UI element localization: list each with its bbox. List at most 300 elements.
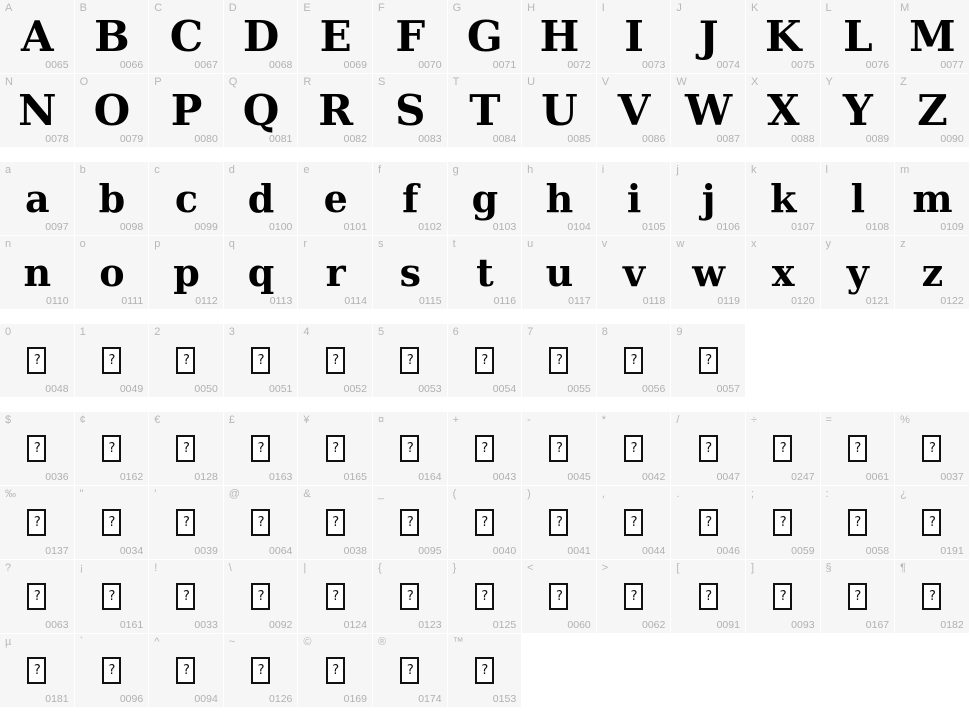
charmap-cell[interactable] xyxy=(373,486,448,560)
charmap-cell[interactable] xyxy=(597,324,672,398)
glyph-preview: U xyxy=(541,85,577,135)
charmap-cell[interactable] xyxy=(522,324,597,398)
charmap-cell[interactable] xyxy=(895,74,970,148)
charmap-cell[interactable] xyxy=(746,486,821,560)
glyph-preview: I xyxy=(624,11,643,61)
char-label: ™ xyxy=(452,636,464,648)
charmap-cell[interactable] xyxy=(75,560,150,634)
char-code: 0121 xyxy=(865,295,890,307)
charmap-cell[interactable] xyxy=(448,486,523,560)
char-label: k xyxy=(750,164,757,176)
char-code: 0093 xyxy=(791,619,815,631)
notdef-glyph xyxy=(75,420,149,476)
charmap-block-uppercase-row-1 xyxy=(0,0,970,74)
missing-glyph-icon: ? xyxy=(773,435,792,462)
charmap-cell[interactable] xyxy=(522,560,597,634)
notdef-glyph xyxy=(448,568,522,624)
charmap-cell[interactable] xyxy=(448,162,523,236)
notdef-glyph xyxy=(373,420,447,476)
char-code: 0104 xyxy=(567,221,591,233)
charmap-cell[interactable] xyxy=(75,412,150,486)
notdef-glyph xyxy=(746,420,820,476)
charmap-cell[interactable] xyxy=(671,236,746,310)
char-code: 0067 xyxy=(194,59,218,71)
charmap-cell[interactable] xyxy=(298,236,373,310)
charmap-cell[interactable] xyxy=(298,324,373,398)
glyph-preview: s xyxy=(399,249,420,295)
char-code: 0083 xyxy=(418,133,442,145)
char-label: } xyxy=(452,562,457,574)
charmap-cell[interactable] xyxy=(75,324,150,398)
char-label: ¢ xyxy=(79,414,86,426)
charmap-cell[interactable] xyxy=(373,74,448,148)
missing-glyph-icon: ? xyxy=(27,435,46,462)
missing-glyph-icon: ? xyxy=(400,657,419,684)
charmap-cell[interactable] xyxy=(0,236,75,310)
charmap-cell-empty xyxy=(671,634,746,708)
notdef-glyph xyxy=(149,642,223,698)
charmap-cell[interactable] xyxy=(746,162,821,236)
charmap-cell[interactable] xyxy=(149,486,224,560)
block-separator xyxy=(0,148,970,162)
charmap-cell[interactable] xyxy=(224,412,299,486)
charmap-cell[interactable] xyxy=(522,486,597,560)
charmap-cell[interactable] xyxy=(224,324,299,398)
char-code: 0064 xyxy=(269,545,293,557)
char-code: 0063 xyxy=(45,619,69,631)
char-label: d xyxy=(228,164,235,176)
char-code: 0061 xyxy=(865,471,890,483)
notdef-glyph xyxy=(448,332,522,388)
charmap-cell[interactable] xyxy=(746,0,821,74)
char-code: 0095 xyxy=(418,545,442,557)
char-code: 0076 xyxy=(865,59,890,71)
char-code: 0065 xyxy=(45,59,69,71)
notdef-glyph xyxy=(821,568,895,624)
notdef-glyph xyxy=(597,494,671,550)
glyph-preview: e xyxy=(323,175,347,221)
charmap-cell[interactable] xyxy=(448,634,523,708)
char-label: D xyxy=(228,2,237,14)
glyph-preview: Y xyxy=(842,85,872,135)
charmap-cell[interactable] xyxy=(448,560,523,634)
notdef-glyph xyxy=(224,642,298,698)
charmap-cell[interactable] xyxy=(75,236,150,310)
char-label: o xyxy=(79,238,86,250)
glyph-preview: S xyxy=(395,85,425,135)
missing-glyph-icon: ? xyxy=(549,509,568,536)
charmap-cell[interactable] xyxy=(895,0,970,74)
char-code: 0087 xyxy=(716,133,740,145)
char-label: b xyxy=(79,164,86,176)
notdef-glyph xyxy=(224,332,298,388)
glyph-preview: c xyxy=(174,175,198,221)
charmap-cell[interactable] xyxy=(821,236,896,310)
char-code: 0096 xyxy=(119,693,144,705)
char-label: C xyxy=(154,2,163,14)
char-label: 8 xyxy=(601,326,608,338)
charmap-cell[interactable] xyxy=(149,236,224,310)
char-label: p xyxy=(154,238,161,250)
charmap-cell[interactable] xyxy=(0,324,75,398)
char-code: 0074 xyxy=(716,59,740,71)
missing-glyph-icon: ? xyxy=(102,435,121,462)
notdef-glyph xyxy=(149,332,223,388)
char-code: 0174 xyxy=(418,693,442,705)
notdef-glyph xyxy=(671,420,745,476)
charmap-cell[interactable] xyxy=(671,324,746,398)
char-label: \ xyxy=(228,562,232,574)
char-code: 0088 xyxy=(791,133,815,145)
charmap-cell[interactable] xyxy=(597,560,672,634)
charmap-cell[interactable] xyxy=(149,412,224,486)
notdef-glyph xyxy=(895,568,969,624)
glyph-preview: v xyxy=(623,249,645,295)
charmap-cell[interactable] xyxy=(373,324,448,398)
char-label: ! xyxy=(154,562,158,574)
char-code: 0034 xyxy=(119,545,144,557)
missing-glyph-icon: ? xyxy=(848,509,867,536)
charmap-cell[interactable] xyxy=(671,74,746,148)
char-code: 0036 xyxy=(45,471,69,483)
char-code: 0051 xyxy=(269,383,293,395)
char-code: 0084 xyxy=(492,133,517,145)
charmap-cell[interactable] xyxy=(448,412,523,486)
char-code: 0085 xyxy=(567,133,591,145)
char-code: 0062 xyxy=(641,619,666,631)
char-label: / xyxy=(676,414,680,426)
glyph-preview: p xyxy=(173,249,199,295)
charmap-cell[interactable] xyxy=(149,162,224,236)
char-label: M xyxy=(900,2,910,14)
charmap-cell[interactable] xyxy=(75,74,150,148)
char-label: 0 xyxy=(5,326,12,338)
char-label: S xyxy=(377,76,386,88)
char-label: V xyxy=(601,76,610,88)
missing-glyph-icon: ? xyxy=(400,583,419,610)
charmap-cell[interactable] xyxy=(597,486,672,560)
char-code: 0169 xyxy=(343,693,367,705)
glyph-preview: y xyxy=(846,249,868,295)
charmap-cell-empty xyxy=(821,634,896,708)
char-label: X xyxy=(750,76,759,88)
char-label: J xyxy=(676,2,682,14)
charmap-cell[interactable] xyxy=(0,486,75,560)
charmap-cell[interactable] xyxy=(522,162,597,236)
glyph-preview: l xyxy=(850,175,865,221)
missing-glyph-icon: ? xyxy=(251,347,270,374)
missing-glyph-icon: ? xyxy=(326,509,345,536)
missing-glyph-icon: ? xyxy=(475,435,494,462)
charmap-cell[interactable] xyxy=(821,486,896,560)
charmap-block-symbols-row-2 xyxy=(0,486,970,560)
notdef-glyph xyxy=(75,332,149,388)
missing-glyph-icon: ? xyxy=(102,657,121,684)
char-label: n xyxy=(5,238,12,250)
charmap-block-symbols-row-1 xyxy=(0,412,970,486)
glyph-preview: B xyxy=(94,11,129,61)
glyph-preview: r xyxy=(325,249,345,295)
char-label: Y xyxy=(825,76,833,88)
missing-glyph-icon: ? xyxy=(326,347,345,374)
char-code: 0097 xyxy=(45,221,69,233)
charmap-cell[interactable] xyxy=(0,560,75,634)
char-label: K xyxy=(750,2,759,14)
char-code: 0038 xyxy=(343,545,367,557)
char-label: q xyxy=(228,238,235,250)
charmap-cell[interactable] xyxy=(895,486,970,560)
notdef-glyph xyxy=(373,642,447,698)
charmap-cell[interactable] xyxy=(0,0,75,74)
char-label: i xyxy=(601,164,605,176)
charmap-cell[interactable] xyxy=(224,560,299,634)
charmap-cell[interactable] xyxy=(597,236,672,310)
char-label: 1 xyxy=(79,326,86,338)
glyph-preview: E xyxy=(319,11,351,61)
char-code: 0105 xyxy=(641,221,666,233)
charmap-cell[interactable] xyxy=(597,74,672,148)
char-label: < xyxy=(527,562,534,574)
char-code: 0091 xyxy=(716,619,740,631)
charmap-cell-empty xyxy=(895,324,970,398)
missing-glyph-icon: ? xyxy=(922,583,941,610)
charmap-cell[interactable] xyxy=(149,324,224,398)
glyph-preview: M xyxy=(909,11,955,61)
block-separator xyxy=(0,398,970,412)
char-code: 0086 xyxy=(641,133,666,145)
charmap-cell[interactable] xyxy=(373,0,448,74)
charmap-cell[interactable] xyxy=(298,486,373,560)
charmap-cell[interactable] xyxy=(298,74,373,148)
charmap-cell-empty xyxy=(597,634,672,708)
char-code: 0116 xyxy=(493,295,517,307)
missing-glyph-icon: ? xyxy=(251,435,270,462)
char-code: 0125 xyxy=(492,619,517,631)
char-code: 0103 xyxy=(492,221,517,233)
missing-glyph-icon: ? xyxy=(549,435,568,462)
charmap-cell[interactable] xyxy=(522,412,597,486)
char-label: 7 xyxy=(527,326,534,338)
char-code: 0247 xyxy=(791,471,815,483)
notdef-glyph xyxy=(75,568,149,624)
char-label: ? xyxy=(5,562,12,574)
charmap-block-uppercase-row-2 xyxy=(0,74,970,148)
charmap-block-lowercase-row-1 xyxy=(0,162,970,236)
notdef-glyph xyxy=(448,642,522,698)
missing-glyph-icon: ? xyxy=(475,509,494,536)
charmap-cell[interactable] xyxy=(597,412,672,486)
charmap-cell[interactable] xyxy=(149,634,224,708)
char-code: 0075 xyxy=(791,59,815,71)
charmap-cell[interactable] xyxy=(0,74,75,148)
charmap-cell[interactable] xyxy=(373,412,448,486)
charmap-cell[interactable] xyxy=(522,0,597,74)
charmap-cell[interactable] xyxy=(448,236,523,310)
charmap-cell[interactable] xyxy=(149,560,224,634)
charmap-cell[interactable] xyxy=(75,162,150,236)
charmap-cell[interactable] xyxy=(224,74,299,148)
char-code: 0047 xyxy=(716,471,740,483)
charmap-cell[interactable] xyxy=(224,486,299,560)
charmap-cell[interactable] xyxy=(0,412,75,486)
char-code: 0163 xyxy=(269,471,293,483)
charmap-cell[interactable] xyxy=(671,560,746,634)
charmap-cell[interactable] xyxy=(298,412,373,486)
charmap-cell[interactable] xyxy=(224,236,299,310)
missing-glyph-icon: ? xyxy=(251,657,270,684)
charmap-cell[interactable] xyxy=(821,560,896,634)
charmap-cell[interactable] xyxy=(522,74,597,148)
charmap-cell[interactable] xyxy=(671,486,746,560)
charmap-cell[interactable] xyxy=(75,0,150,74)
charmap-cell[interactable] xyxy=(895,412,970,486)
block-separator xyxy=(0,310,970,324)
glyph-preview: t xyxy=(476,249,493,295)
char-label: ( xyxy=(452,488,457,500)
charmap-cell[interactable] xyxy=(895,560,970,634)
charmap-cell-empty xyxy=(746,324,821,398)
char-label: L xyxy=(825,2,832,14)
charmap-cell[interactable] xyxy=(373,560,448,634)
charmap-cell[interactable] xyxy=(373,162,448,236)
charmap-cell[interactable] xyxy=(821,0,896,74)
charmap-cell[interactable] xyxy=(746,74,821,148)
char-label: 2 xyxy=(154,326,161,338)
charmap-cell[interactable] xyxy=(821,74,896,148)
glyph-preview: i xyxy=(626,175,641,221)
missing-glyph-icon: ? xyxy=(176,657,195,684)
char-code: 0040 xyxy=(492,545,517,557)
char-label: & xyxy=(303,488,311,500)
glyph-preview: W xyxy=(685,85,732,135)
char-label: H xyxy=(527,2,536,14)
charmap-cell[interactable] xyxy=(373,634,448,708)
char-code: 0044 xyxy=(641,545,666,557)
missing-glyph-icon: ? xyxy=(549,583,568,610)
char-label: x xyxy=(750,238,757,250)
char-code: 0050 xyxy=(194,383,218,395)
char-label: € xyxy=(154,414,161,426)
charmap-cell[interactable] xyxy=(895,162,970,236)
charmap-cell[interactable] xyxy=(671,162,746,236)
charmap-cell[interactable] xyxy=(597,162,672,236)
char-label: Z xyxy=(900,76,907,88)
char-code: 0153 xyxy=(492,693,517,705)
glyph-preview: L xyxy=(843,11,872,61)
char-code: 0056 xyxy=(641,383,666,395)
missing-glyph-icon: ? xyxy=(549,347,568,374)
char-code: 0069 xyxy=(343,59,367,71)
charmap-cell[interactable] xyxy=(373,236,448,310)
char-code: 0102 xyxy=(418,221,442,233)
charmap-cell[interactable] xyxy=(821,162,896,236)
charmap-cell[interactable] xyxy=(821,412,896,486)
charmap-cell[interactable] xyxy=(224,634,299,708)
charmap-cell[interactable] xyxy=(895,236,970,310)
missing-glyph-icon: ? xyxy=(326,583,345,610)
notdef-glyph xyxy=(597,568,671,624)
char-label: " xyxy=(79,488,84,500)
char-code: 0054 xyxy=(492,383,517,395)
char-label: N xyxy=(5,76,13,88)
char-code: 0078 xyxy=(45,133,69,145)
charmap-cell[interactable] xyxy=(746,412,821,486)
missing-glyph-icon: ? xyxy=(27,583,46,610)
glyph-preview: T xyxy=(469,85,500,135)
charmap-cell[interactable] xyxy=(746,236,821,310)
glyph-preview: G xyxy=(466,11,502,61)
char-label: * xyxy=(601,414,607,426)
char-code: 0070 xyxy=(418,59,442,71)
missing-glyph-icon: ? xyxy=(176,347,195,374)
charmap-cell[interactable] xyxy=(448,324,523,398)
notdef-glyph xyxy=(298,568,372,624)
charmap-cell[interactable] xyxy=(671,0,746,74)
notdef-glyph xyxy=(298,642,372,698)
missing-glyph-icon: ? xyxy=(922,435,941,462)
glyph-preview: g xyxy=(471,175,498,221)
charmap-cell[interactable] xyxy=(298,162,373,236)
char-code: 0057 xyxy=(716,383,740,395)
charmap-block-digits-row xyxy=(0,324,970,398)
char-label: [ xyxy=(676,562,680,574)
char-code: 0118 xyxy=(642,295,666,307)
char-code: 0033 xyxy=(194,619,218,631)
notdef-glyph xyxy=(373,494,447,550)
charmap-cell[interactable] xyxy=(149,74,224,148)
char-code: 0080 xyxy=(194,133,218,145)
charmap-cell[interactable] xyxy=(746,560,821,634)
glyph-preview: Q xyxy=(242,85,279,135)
charmap-cell[interactable] xyxy=(0,634,75,708)
char-label: ) xyxy=(527,488,531,500)
char-label: . xyxy=(676,488,680,500)
char-label: ‰ xyxy=(5,488,16,500)
notdef-glyph xyxy=(0,494,74,550)
charmap-cell[interactable] xyxy=(671,412,746,486)
charmap-cell[interactable] xyxy=(298,560,373,634)
char-label: z xyxy=(900,238,906,250)
char-label: 9 xyxy=(676,326,683,338)
notdef-glyph xyxy=(671,568,745,624)
char-label: c xyxy=(154,164,160,176)
charmap-cell[interactable] xyxy=(224,162,299,236)
charmap-cell[interactable] xyxy=(75,634,150,708)
char-code: 0068 xyxy=(269,59,293,71)
charmap-cell[interactable] xyxy=(522,236,597,310)
charmap-cell[interactable] xyxy=(75,486,150,560)
char-label: 4 xyxy=(303,326,310,338)
charmap-block-lowercase-row-2 xyxy=(0,236,970,310)
notdef-glyph xyxy=(671,494,745,550)
charmap-cell[interactable] xyxy=(149,0,224,74)
char-code: 0053 xyxy=(418,383,442,395)
char-label: U xyxy=(527,76,536,88)
charmap-cell[interactable] xyxy=(298,0,373,74)
missing-glyph-icon: ? xyxy=(624,583,643,610)
char-label: { xyxy=(377,562,382,574)
charmap-cell[interactable] xyxy=(448,0,523,74)
char-label: W xyxy=(676,76,687,88)
charmap-cell[interactable] xyxy=(0,162,75,236)
charmap-cell[interactable] xyxy=(597,0,672,74)
char-label: r xyxy=(303,238,308,250)
glyph-preview: w xyxy=(692,249,724,295)
charmap-cell[interactable] xyxy=(298,634,373,708)
char-label: w xyxy=(676,238,685,250)
charmap-cell[interactable] xyxy=(448,74,523,148)
charmap-cell[interactable] xyxy=(224,0,299,74)
